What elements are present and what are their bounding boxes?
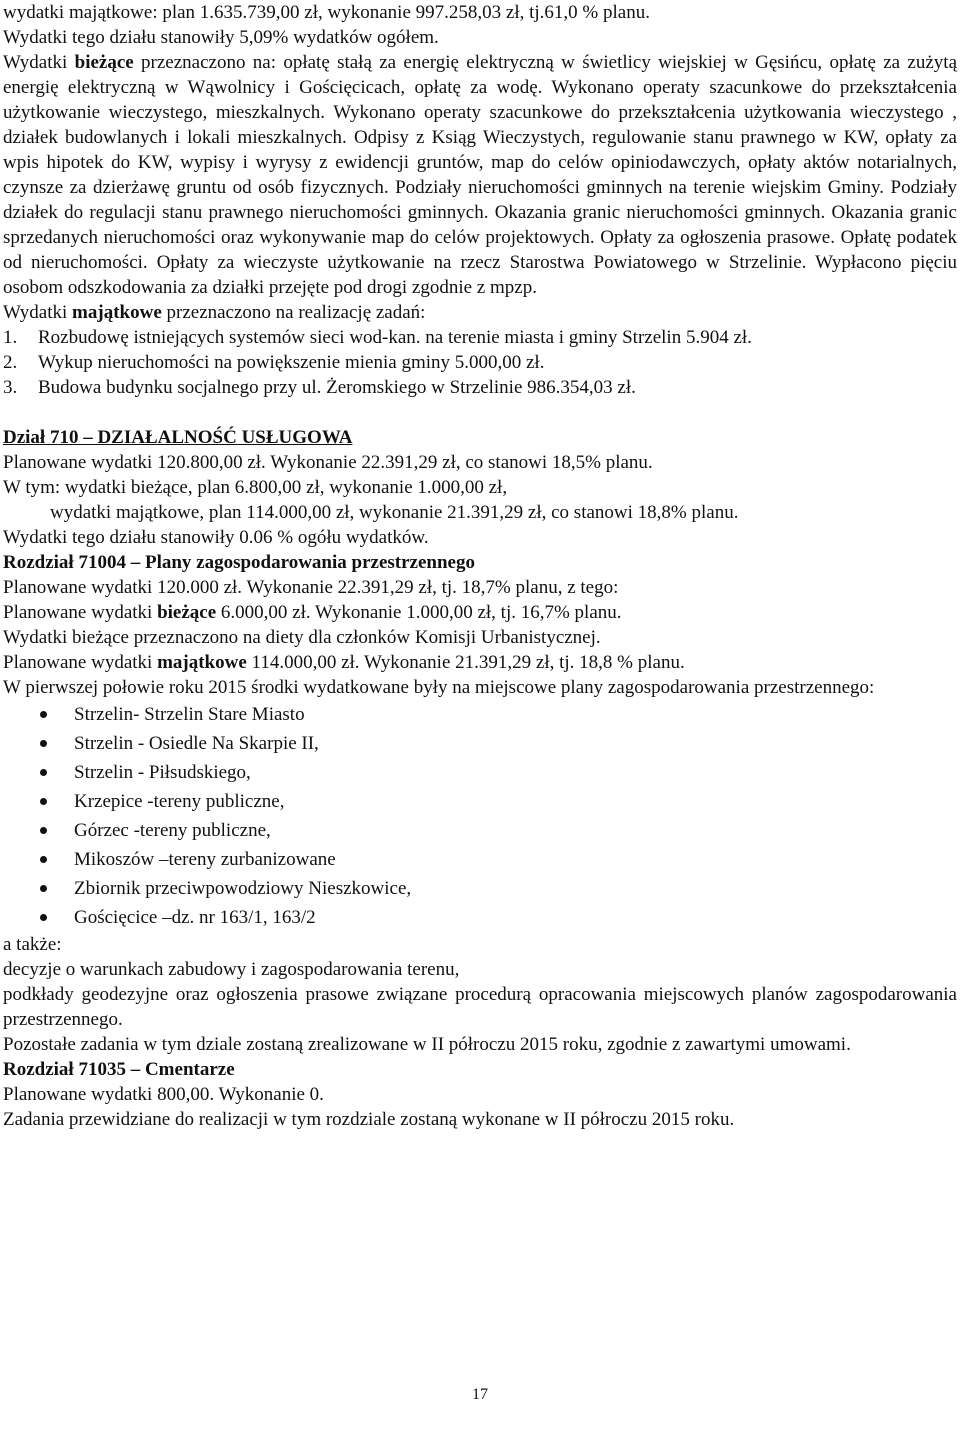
list-item — [3, 816, 957, 845]
task-item — [3, 325, 957, 350]
list-item-text: Krzepice -tereny publiczne, — [74, 791, 285, 812]
paragraph-share-of-expenses: Wydatki tego działu stanowiły 5,09% wydatków ogółem. — [3, 27, 439, 48]
d710-breakdown-current: W tym: wydatki bieżące, plan 6.800,00 zł, wykonanie 1.000,00 zł, — [3, 477, 508, 498]
text-fragment: Wydatki — [3, 302, 73, 323]
list-item-text: Strzelin - Osiedle Na Skarpie II, — [74, 733, 319, 754]
text-fragment: 114.000,00 zł. Wykonanie 21.391,29 zł, tj. 18,8 % planu. — [246, 652, 685, 673]
r71004-current — [3, 600, 957, 625]
bold-term-majatkowe: majątkowe — [157, 652, 247, 673]
list-item-text: Strzelin - Piłsudskiego, — [74, 762, 251, 783]
list-item — [3, 874, 957, 903]
section-heading-rozdzial-71004: Rozdział 71004 – Plany zagospodarowania przestrzennego — [3, 552, 475, 573]
bullet-icon — [40, 740, 47, 747]
list-item — [3, 700, 957, 729]
r71004-current-purpose: Wydatki bieżące przeznaczono na diety dla członków Komisji Urbanistycznej. — [3, 627, 601, 648]
bullet-icon — [40, 856, 47, 863]
plans-bullet-list — [3, 700, 957, 932]
task-number: 3. — [3, 377, 18, 398]
bold-term-biezace: bieżące — [157, 602, 217, 623]
section-heading-dzial-710: Dział 710 – DZIAŁALNOŚĆ USŁUGOWA — [3, 427, 353, 448]
text-fragment: Planowane wydatki — [3, 652, 158, 673]
list-item — [3, 903, 957, 932]
list-item-text: Gościęcice –dz. nr 163/1, 163/2 — [74, 907, 316, 928]
text-fragment: Planowane wydatki — [3, 602, 158, 623]
task-text: Wykup nieruchomości na powiększenie mienia gminy 5.000,00 zł. — [38, 352, 545, 373]
r71004-capital — [3, 650, 957, 675]
section-heading-rozdzial-71035: Rozdział 71035 – Cmentarze — [3, 1059, 235, 1080]
task-text: Budowa budynku socjalnego przy ul. Żeromskiego w Strzelinie 986.354,03 zł. — [38, 377, 636, 398]
d710-breakdown-capital: wydatki majątkowe, plan 114.000,00 zł, wykonanie 21.391,29 zł, co stanowi 18,8% planu. — [50, 502, 739, 523]
task-number: 1. — [3, 327, 18, 348]
r71035-planned: Planowane wydatki 800,00. Wykonanie 0. — [3, 1084, 324, 1105]
list-item — [3, 845, 957, 874]
list-item — [3, 729, 957, 758]
bullet-icon — [40, 827, 47, 834]
list-item-text: Górzec -tereny publiczne, — [74, 820, 271, 841]
also-item-decisions: decyzje o warunkach zabudowy i zagospodarowania terenu, — [3, 959, 460, 980]
text-fragment: Wydatki — [3, 52, 75, 73]
bullet-icon — [40, 885, 47, 892]
d710-planned: Planowane wydatki 120.800,00 zł. Wykonanie 22.391,29 zł, co stanowi 18,5% planu. — [3, 452, 653, 473]
list-item-text: Mikoszów –tereny zurbanizowane — [74, 849, 336, 870]
r71004-planned: Planowane wydatki 120.000 zł. Wykonanie 22.391,29 zł, tj. 18,7% planu, z tego: — [3, 577, 619, 598]
bullet-icon — [40, 798, 47, 805]
paragraph-biezace — [3, 50, 957, 300]
task-number: 2. — [3, 352, 18, 373]
list-item — [3, 787, 957, 816]
paragraph-majatkowe-plan: wydatki majątkowe: plan 1.635.739,00 zł, wykonanie 997.258,03 zł, tj.61,0 % planu. — [3, 2, 650, 23]
r71035-note: Zadania przewidziane do realizacji w tym rozdziale zostaną wykonane w II półroczu 2015 roku. — [3, 1109, 735, 1130]
task-item — [3, 350, 957, 375]
page-number: 17 — [472, 1386, 488, 1403]
d710-share: Wydatki tego działu stanowiły 0.06 % ogółu wydatków. — [3, 527, 429, 548]
text-fragment: 6.000,00 zł. Wykonanie 1.000,00 zł, tj. 16,7% planu. — [216, 602, 622, 623]
document-page — [3, 0, 957, 1132]
list-item — [3, 758, 957, 787]
list-item-text: Zbiornik przeciwpowodziowy Nieszkowice, — [74, 878, 412, 899]
paragraph-majatkowe-tasks — [3, 300, 957, 325]
bullet-icon — [40, 914, 47, 921]
task-item — [3, 375, 957, 400]
spacer — [3, 400, 957, 425]
remaining-tasks: Pozostałe zadania w tym dziale zostaną zrealizowane w II półroczu 2015 roku, zgodnie z zawartymi umowami. — [3, 1034, 851, 1055]
text-fragment: przeznaczono na: opłatę stałą za energię elektryczną w świetlicy wiejskiej w Gęsińcu, opłatę za zużytą energię elektryczną w Wąwolnicy i Gościęcicach, opłatę za wodę. Wykonano operaty szacunkowe do przekształcenia użytkowanie wieczystego, mieszkalnych. Wykonano operaty szacunkowe do przekształcenia użytkowania wieczystego , działek budowlanych i lokali mieszkalnych. Odpisy z Ksiąg Wieczystych, regulowanie stanu prawnego w KW, opłaty za wpis hipotek do KW, wypisy i wyrysy z ewidencji gruntów, map do celów opiniodawczych, opłaty aktów notarialnych, czynsze za dzierżawę gruntu od osób fizycznych. Podziały nieruchomości gminnych na terenie wiejskim Gminy. Podziały działek do regulacji stanu prawnego nieruchomości gminnych. Okazania granic nieruchomości gminnych. Okazania granic sprzedanych nieruchomości oraz wykonywanie map do celów projektowych. Opłaty za ogłoszenia prasowe. Opłatę podatek od nieruchomości. Opłaty za wieczyste użytkowanie na rzecz Starostwa Powiatowego w Strzelinie. Wypłacono pięciu osobom odszkodowania za działki przejęte pod drogi zgodnie z mpzp. — [3, 52, 957, 298]
bold-term-majatkowe: majątkowe — [72, 302, 162, 323]
list-item-text: Strzelin- Strzelin Stare Miasto — [74, 704, 305, 725]
text-fragment: przeznaczono na realizację zadań: — [161, 302, 426, 323]
task-list — [3, 325, 957, 400]
r71004-plans-intro: W pierwszej połowie roku 2015 środki wydatkowane były na miejscowe plany zagospodarowania przestrzennego: — [3, 677, 875, 698]
task-text: Rozbudowę istniejących systemów sieci wod-kan. na terenie miasta i gminy Strzelin 5.904 zł. — [38, 327, 752, 348]
also-label: a także: — [3, 934, 62, 955]
bold-term-biezace: bieżące — [74, 52, 134, 73]
also-item-geodetic: podkłady geodezyjne oraz ogłoszenia prasowe związane procedurą opracowania miejscowych planów zagospodarowania przestrzennego. — [3, 984, 957, 1030]
bullet-icon — [40, 769, 47, 776]
bullet-icon — [40, 711, 47, 718]
